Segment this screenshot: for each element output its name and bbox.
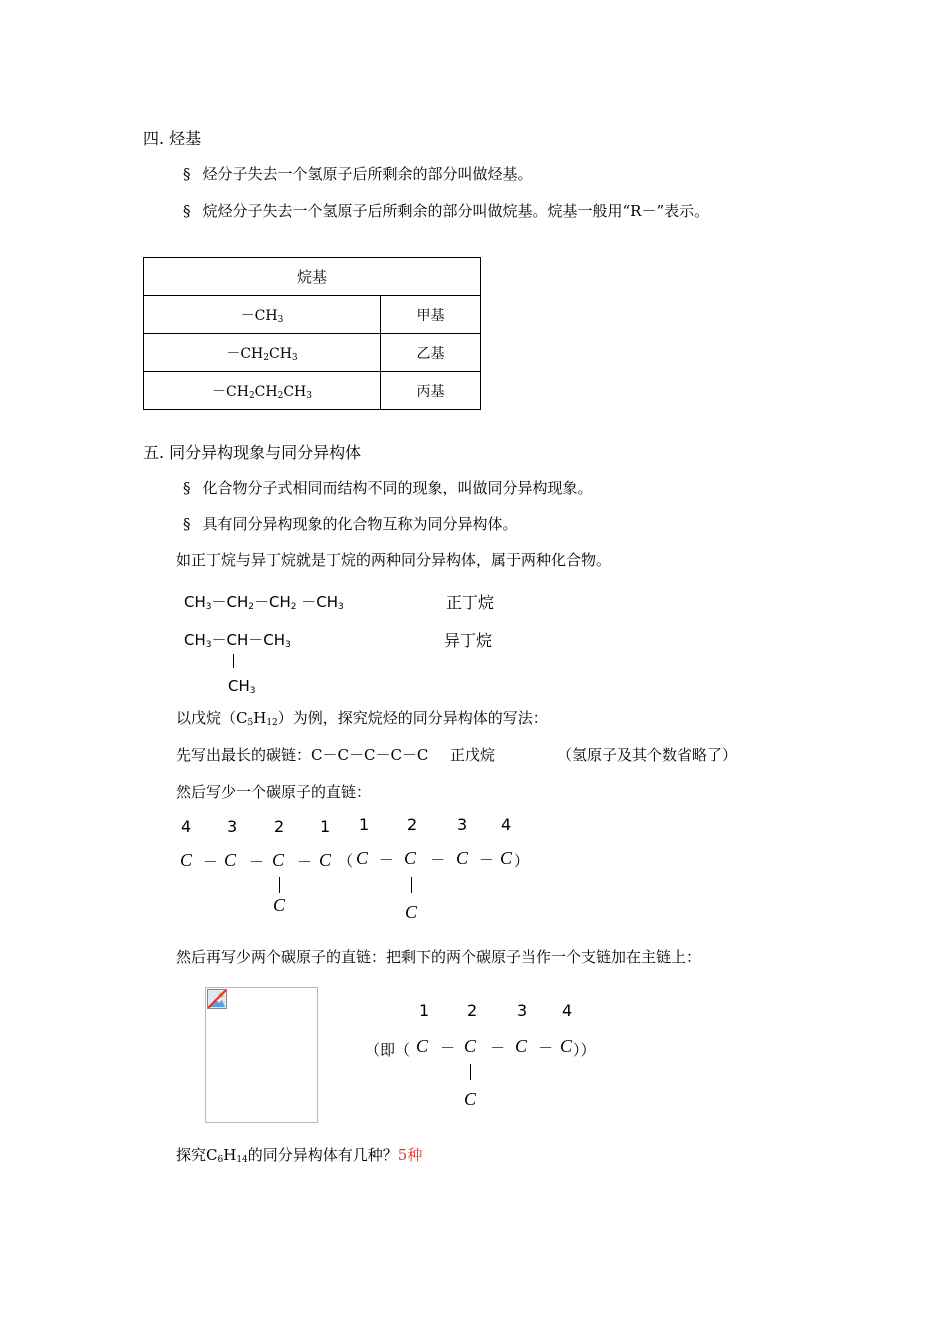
ji-number-4: 4 bbox=[562, 1001, 573, 1020]
subscript: 14 bbox=[236, 1155, 248, 1165]
subscript: 3 bbox=[291, 352, 298, 363]
paren-open: （ bbox=[338, 852, 354, 870]
subscript: 3 bbox=[285, 640, 291, 650]
subscript: 3 bbox=[306, 390, 312, 401]
carbon-atom: C bbox=[464, 1089, 477, 1109]
alkyl-formula bbox=[144, 372, 381, 410]
right-number-2: 2 bbox=[407, 815, 418, 834]
carbon-atom: C bbox=[224, 850, 237, 870]
isobutane-branch bbox=[228, 677, 256, 696]
section-5-heading: 五. 同分异构现象与同分异构体 bbox=[143, 443, 362, 462]
ji-number-2: 2 bbox=[467, 1001, 478, 1020]
left-number-4: 4 bbox=[181, 817, 192, 836]
ji-number-1: 1 bbox=[419, 1001, 430, 1020]
formula-text: －CH bbox=[212, 383, 249, 400]
answer-text: 5种 bbox=[397, 1146, 423, 1164]
subscript: 2 bbox=[248, 602, 254, 612]
table-row bbox=[144, 334, 481, 372]
bullet-text: 烃分子失去一个氢原子后所剩余的部分叫做烃基。 bbox=[202, 165, 533, 183]
alkyl-table bbox=[143, 257, 481, 410]
n-butane-formula bbox=[184, 591, 344, 612]
bond-dash: － bbox=[297, 853, 313, 871]
missing-image-placeholder bbox=[205, 987, 318, 1123]
formula-text: －CH bbox=[240, 307, 278, 324]
carbon-atom: C bbox=[180, 850, 193, 870]
bond-dash: － bbox=[203, 853, 219, 871]
ji-paren-close: ）） bbox=[573, 1041, 596, 1059]
text: 以戊烷（C bbox=[176, 709, 248, 727]
carbon-atom: C bbox=[404, 848, 417, 868]
broken-image-icon bbox=[207, 989, 227, 1009]
bond-dash: － bbox=[249, 853, 265, 871]
carbon-atom: C bbox=[356, 848, 369, 868]
subscript: 3 bbox=[277, 314, 284, 325]
subscript: 2 bbox=[277, 390, 284, 401]
alkyl-name: 甲基 bbox=[381, 296, 481, 334]
bullet-text: 烷烃分子失去一个氢原子后所剩余的部分叫做烷基。烷基一般用“R－”表示。 bbox=[202, 202, 710, 220]
ji-number-3: 3 bbox=[517, 1001, 528, 1020]
bullet-symbol: § bbox=[183, 479, 191, 497]
carbon-chain: C－C－C－C－C bbox=[311, 746, 429, 764]
carbon-atom: C bbox=[416, 1036, 429, 1056]
alkyl-name: 丙基 bbox=[381, 372, 481, 410]
carbon-atom: C bbox=[319, 850, 332, 870]
bond-dash: － bbox=[379, 851, 395, 869]
longest-chain-line bbox=[176, 744, 428, 765]
table-header-row bbox=[144, 258, 481, 296]
formula-text: －CH bbox=[211, 593, 249, 611]
paren-close: ） bbox=[514, 852, 530, 870]
n-pentane-name: 正戊烷 bbox=[450, 746, 496, 764]
carbon-atom: C bbox=[456, 848, 469, 868]
bullet-symbol: § bbox=[183, 165, 191, 183]
ji-paren-open: （即（ bbox=[365, 1041, 411, 1059]
section-4-heading: 四. 烃基 bbox=[143, 129, 202, 148]
formula-text: CH bbox=[269, 345, 292, 362]
table-row bbox=[144, 296, 481, 334]
formula-text: CH bbox=[184, 631, 206, 649]
table-row bbox=[144, 372, 481, 410]
bond-dash: － bbox=[430, 851, 446, 869]
alkyl-name: 乙基 bbox=[381, 334, 481, 372]
left-number-2: 2 bbox=[274, 817, 285, 836]
carbon-atom: C bbox=[272, 850, 285, 870]
n-butane-name: 正丁烷 bbox=[446, 593, 495, 612]
bullet-text: 化合物分子式相同而结构不同的现象，叫做同分异构现象。 bbox=[202, 479, 593, 497]
hydrogen-omitted-note: （氢原子及其个数省略了） bbox=[557, 746, 738, 764]
subscript: 6 bbox=[217, 1155, 224, 1165]
alkyl-formula bbox=[144, 296, 381, 334]
butane-example-text: 如正丁烷与异丁烷就是丁烷的两种同分异构体，属于两种化合物。 bbox=[176, 551, 612, 569]
left-number-3: 3 bbox=[227, 817, 238, 836]
formula-text: －CH bbox=[254, 593, 291, 611]
branch-bond bbox=[279, 877, 280, 893]
bond-dash: － bbox=[479, 851, 495, 869]
bullet-isomerism-definition bbox=[183, 477, 593, 498]
bullet-isomer-definition bbox=[183, 513, 518, 534]
formula-text: CH bbox=[254, 383, 278, 400]
branch-bond bbox=[470, 1064, 471, 1080]
text: 探究C bbox=[176, 1146, 218, 1164]
subscript: 3 bbox=[338, 602, 344, 612]
right-number-1: 1 bbox=[359, 815, 370, 834]
bullet-hydrocarbyl-definition bbox=[183, 163, 533, 184]
bond-dash: － bbox=[490, 1039, 506, 1057]
text: 先写出最长的碳链： bbox=[176, 746, 312, 764]
table-header: 烷基 bbox=[144, 258, 481, 296]
formula-text: －CH bbox=[226, 345, 264, 362]
formula-text: CH bbox=[283, 383, 307, 400]
right-number-4: 4 bbox=[501, 815, 512, 834]
text: ）为例，探究烷烃的同分异构体的写法： bbox=[277, 709, 548, 727]
pentane-intro bbox=[176, 707, 548, 728]
subscript: 3 bbox=[205, 640, 212, 650]
left-number-1: 1 bbox=[320, 817, 331, 836]
formula-text: CH bbox=[184, 593, 206, 611]
carbon-atom: C bbox=[560, 1036, 573, 1056]
hexane-isomer-question bbox=[176, 1144, 422, 1165]
text: H bbox=[253, 709, 267, 727]
isobutane-formula bbox=[184, 629, 291, 650]
carbon-atom: C bbox=[273, 895, 286, 915]
subscript: 12 bbox=[266, 718, 278, 728]
bond-dash: － bbox=[538, 1039, 554, 1057]
bond-dash: － bbox=[440, 1039, 456, 1057]
text: 的同分异构体有几种？ bbox=[247, 1146, 398, 1164]
bullet-alkyl-definition bbox=[183, 200, 709, 221]
subscript: 3 bbox=[205, 602, 212, 612]
right-number-3: 3 bbox=[457, 815, 468, 834]
subscript: 5 bbox=[247, 718, 254, 728]
branch-bond bbox=[233, 654, 234, 668]
bullet-symbol: § bbox=[183, 202, 191, 220]
carbon-atom: C bbox=[515, 1036, 528, 1056]
carbon-atom: C bbox=[405, 902, 418, 922]
formula-text: －CH bbox=[296, 593, 339, 611]
branch-bond bbox=[411, 877, 412, 893]
subscript: 2 bbox=[290, 602, 297, 612]
bullet-symbol: § bbox=[183, 515, 191, 533]
step-three-text: 然后再写少两个碳原子的直链：把剩下的两个碳原子当作一个支链加在主链上： bbox=[176, 948, 702, 966]
bullet-text: 具有同分异构现象的化合物互称为同分异构体。 bbox=[202, 515, 518, 533]
subscript: 2 bbox=[248, 390, 255, 401]
text: H bbox=[223, 1146, 237, 1164]
carbon-atom: C bbox=[500, 848, 513, 868]
subscript: 3 bbox=[249, 686, 256, 696]
isobutane-name: 异丁烷 bbox=[444, 631, 493, 650]
step-two-text: 然后写少一个碳原子的直链： bbox=[176, 783, 372, 801]
formula-text: －CH－CH bbox=[211, 631, 286, 649]
carbon-atom: C bbox=[464, 1036, 477, 1056]
formula-text: CH bbox=[228, 677, 250, 695]
subscript: 2 bbox=[263, 352, 269, 363]
alkyl-formula bbox=[144, 334, 381, 372]
